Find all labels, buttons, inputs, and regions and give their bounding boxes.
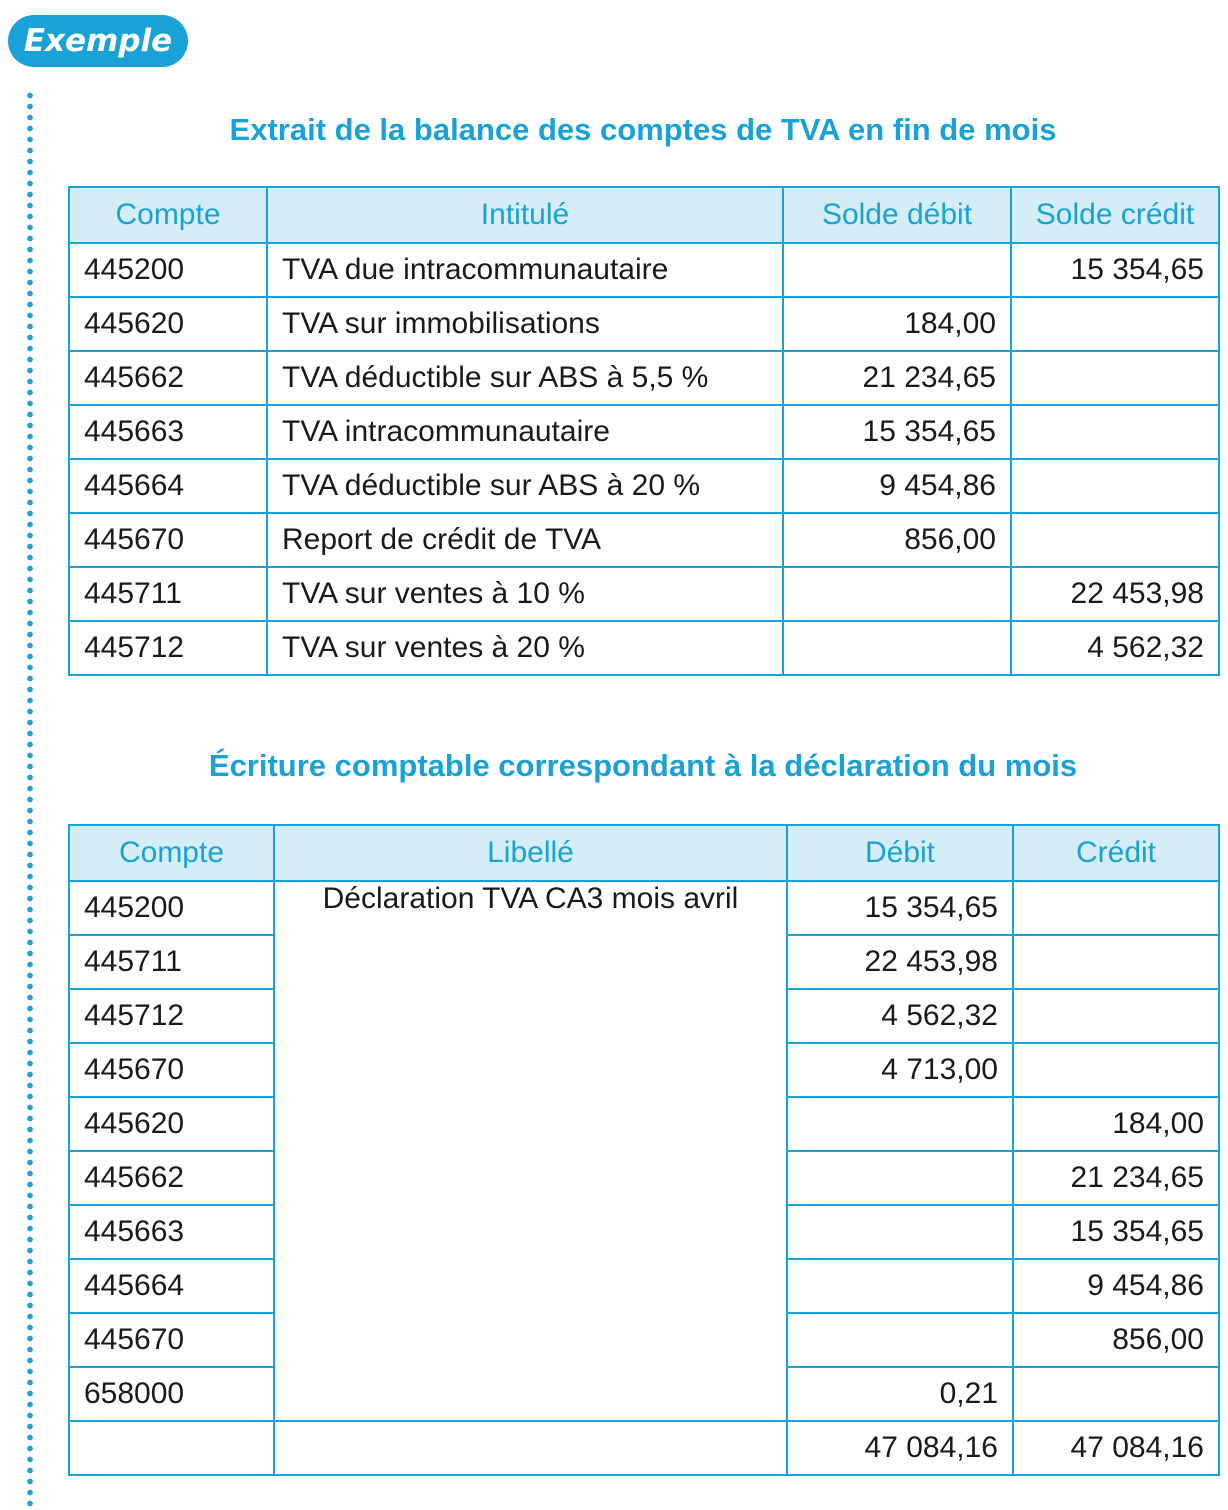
- debit-balance: [783, 567, 1011, 621]
- credit-amount: [1013, 1043, 1219, 1097]
- debit-amount: [787, 1313, 1013, 1367]
- debit-amount: [787, 1205, 1013, 1259]
- header-compte: Compte: [69, 187, 267, 243]
- table-row: [69, 621, 1219, 675]
- credit-balance: 22 453,98: [1011, 567, 1219, 621]
- debit-amount: [787, 1097, 1013, 1151]
- debit-amount: 15 354,65: [787, 881, 1013, 935]
- header-compte: Compte: [69, 825, 274, 881]
- credit-balance: [1011, 405, 1219, 459]
- entry-table-title: Écriture comptable correspondant à la déclaration du mois: [208, 748, 1078, 783]
- header-intitule: Intitulé: [267, 187, 783, 243]
- table-row: [69, 243, 1219, 297]
- debit-amount: [787, 1151, 1013, 1205]
- account-label: TVA sur ventes à 10 %: [267, 567, 783, 621]
- total-account: [69, 1421, 274, 1475]
- debit-amount: 4 562,32: [787, 989, 1013, 1043]
- account-label: TVA déductible sur ABS à 5,5 %: [267, 351, 783, 405]
- credit-amount: [1013, 1367, 1219, 1421]
- account-number: 445664: [69, 459, 267, 513]
- table-row: [69, 567, 1219, 621]
- debit-balance: 9 454,86: [783, 459, 1011, 513]
- account-number: 445711: [69, 935, 274, 989]
- account-number: 445662: [69, 351, 267, 405]
- balance-table: [68, 186, 1220, 676]
- total-row: [69, 1421, 1219, 1475]
- account-number: 445711: [69, 567, 267, 621]
- entry-label: Déclaration TVA CA3 mois avril: [274, 881, 787, 1421]
- account-number: 445620: [69, 297, 267, 351]
- account-number: 445662: [69, 1151, 274, 1205]
- credit-amount: 9 454,86: [1013, 1259, 1219, 1313]
- account-number: 445663: [69, 405, 267, 459]
- table-header-row: [69, 187, 1219, 243]
- debit-balance: 21 234,65: [783, 351, 1011, 405]
- credit-balance: [1011, 351, 1219, 405]
- credit-balance: [1011, 513, 1219, 567]
- balance-table-title: Extrait de la balance des comptes de TVA en fin de mois: [229, 112, 1057, 147]
- account-number: 445712: [69, 621, 267, 675]
- account-number: 445620: [69, 1097, 274, 1151]
- total-label: [274, 1421, 787, 1475]
- header-solde-credit: Solde crédit: [1011, 187, 1219, 243]
- debit-amount: [787, 1259, 1013, 1313]
- account-label: TVA intracommunautaire: [267, 405, 783, 459]
- entry-table-body: [69, 881, 1219, 1475]
- debit-amount: 0,21: [787, 1367, 1013, 1421]
- account-number: 445200: [69, 881, 274, 935]
- table-row: [69, 513, 1219, 567]
- table-row: [69, 405, 1219, 459]
- account-number: 445712: [69, 989, 274, 1043]
- table-row: [69, 297, 1219, 351]
- table-row: [69, 459, 1219, 513]
- credit-amount: [1013, 989, 1219, 1043]
- credit-balance: [1011, 459, 1219, 513]
- credit-amount: 21 234,65: [1013, 1151, 1219, 1205]
- account-number: 658000: [69, 1367, 274, 1421]
- account-number: 445670: [69, 1043, 274, 1097]
- dotted-margin-line: [27, 90, 33, 1510]
- entry-table: [68, 824, 1220, 1476]
- debit-balance: [783, 621, 1011, 675]
- account-label: TVA déductible sur ABS à 20 %: [267, 459, 783, 513]
- account-number: 445670: [69, 513, 267, 567]
- credit-amount: 15 354,65: [1013, 1205, 1219, 1259]
- credit-balance: 15 354,65: [1011, 243, 1219, 297]
- header-solde-debit: Solde débit: [783, 187, 1011, 243]
- header-debit: Débit: [787, 825, 1013, 881]
- total-debit: 47 084,16: [787, 1421, 1013, 1475]
- credit-amount: 184,00: [1013, 1097, 1219, 1151]
- debit-balance: 184,00: [783, 297, 1011, 351]
- table-row: [69, 351, 1219, 405]
- debit-amount: 4 713,00: [787, 1043, 1013, 1097]
- header-libelle: Libellé: [274, 825, 787, 881]
- credit-amount: [1013, 881, 1219, 935]
- example-badge: Exemple: [8, 15, 188, 67]
- credit-amount: [1013, 935, 1219, 989]
- credit-balance: 4 562,32: [1011, 621, 1219, 675]
- debit-balance: 15 354,65: [783, 405, 1011, 459]
- account-number: 445664: [69, 1259, 274, 1313]
- credit-balance: [1011, 297, 1219, 351]
- debit-balance: 856,00: [783, 513, 1011, 567]
- balance-table-body: [69, 243, 1219, 675]
- account-number: 445663: [69, 1205, 274, 1259]
- header-credit: Crédit: [1013, 825, 1219, 881]
- table-header-row: [69, 825, 1219, 881]
- table-row: [69, 881, 1219, 935]
- account-label: TVA sur immobilisations: [267, 297, 783, 351]
- credit-amount: 856,00: [1013, 1313, 1219, 1367]
- account-label: TVA sur ventes à 20 %: [267, 621, 783, 675]
- debit-amount: 22 453,98: [787, 935, 1013, 989]
- account-number: 445670: [69, 1313, 274, 1367]
- account-label: TVA due intracommunautaire: [267, 243, 783, 297]
- debit-balance: [783, 243, 1011, 297]
- account-number: 445200: [69, 243, 267, 297]
- total-credit: 47 084,16: [1013, 1421, 1219, 1475]
- account-label: Report de crédit de TVA: [267, 513, 783, 567]
